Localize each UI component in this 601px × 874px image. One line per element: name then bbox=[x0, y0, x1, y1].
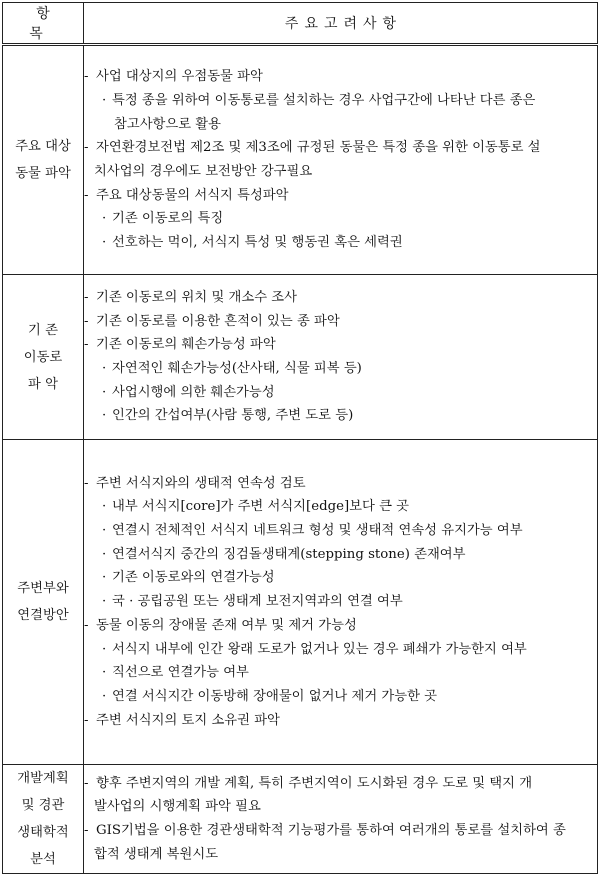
dash-bullet: - bbox=[84, 823, 89, 838]
consideration-text: 직선으로 연결가능 여부 bbox=[112, 665, 249, 681]
consideration-line bbox=[84, 819, 597, 843]
dash-bullet: - bbox=[84, 617, 89, 633]
dash-bullet: - bbox=[84, 289, 89, 305]
dot-bullet: · bbox=[102, 523, 107, 539]
consideration-line bbox=[84, 614, 597, 638]
consideration-line bbox=[84, 772, 597, 796]
consideration-text: 기존 이동로와의 연결가능성 bbox=[112, 570, 275, 586]
item-label-line: 개발계획 bbox=[17, 771, 69, 786]
header-main bbox=[84, 3, 598, 45]
consideration-cell bbox=[84, 440, 598, 765]
dash-bullet: - bbox=[84, 140, 89, 156]
consideration-text: 사업 대상지의 우점동물 파악 bbox=[96, 69, 263, 85]
dot-bullet: · bbox=[102, 361, 107, 376]
dot-bullet: · bbox=[102, 408, 107, 424]
consideration-line bbox=[84, 472, 597, 496]
consideration-text: 특정 종을 위하여 이동통로를 설치하는 경우 사업구간에 나타난 다른 종은 bbox=[112, 92, 536, 108]
dot-bullet: · bbox=[102, 235, 107, 251]
consideration-text: 선호하는 먹이, 서식지 특성 및 행동권 혹은 세력권 bbox=[112, 235, 403, 251]
consideration-text: 인간의 간섭여부(사람 통행, 주변 도로 등) bbox=[112, 408, 354, 424]
header-item bbox=[3, 3, 84, 45]
consideration-text: 사업시행에 의한 훼손가능성 bbox=[112, 384, 275, 400]
item-label-line: 연결방안 bbox=[17, 608, 69, 623]
consideration-text: 연결 서식지간 이동방해 장애물이 없거나 제거 가능한 곳 bbox=[112, 688, 438, 704]
dash-bullet: - bbox=[84, 69, 89, 85]
dot-bullet: · bbox=[102, 688, 107, 704]
consideration-line bbox=[84, 661, 597, 685]
dash-bullet: - bbox=[84, 712, 89, 728]
dot-bullet: · bbox=[102, 211, 107, 227]
consideration-line bbox=[84, 843, 597, 867]
table-row bbox=[3, 440, 598, 765]
dot-bullet: · bbox=[102, 570, 107, 586]
consideration-line bbox=[84, 709, 597, 733]
consideration-line bbox=[84, 404, 597, 428]
item-label-line: 파 악 bbox=[28, 376, 58, 392]
consideration-line bbox=[84, 136, 597, 160]
table-body bbox=[3, 45, 598, 874]
consideration-line bbox=[84, 113, 597, 137]
consideration-line bbox=[84, 590, 597, 614]
consideration-line bbox=[84, 231, 597, 255]
dash-bullet: - bbox=[84, 337, 89, 353]
consideration-text: 기존 이동로의 특징 bbox=[112, 211, 224, 227]
consideration-line bbox=[84, 519, 597, 543]
consideration-line bbox=[84, 381, 597, 405]
consideration-line bbox=[84, 65, 597, 89]
consideration-line bbox=[84, 333, 597, 357]
dash-bullet: - bbox=[84, 187, 89, 203]
dash-bullet: - bbox=[84, 313, 89, 329]
item-cell bbox=[3, 275, 84, 440]
consideration-text: 향후 주변지역의 개발 계획, 특히 주변지역이 도시화된 경우 도로 및 택지 개 bbox=[96, 775, 533, 791]
consideration-text: 치사업의 경우에도 보전방안 강구필요 bbox=[94, 164, 313, 179]
consideration-text: 발사업의 시행계획 파악 필요 bbox=[94, 799, 261, 815]
consideration-line bbox=[84, 638, 597, 662]
consideration-text: 합적 생태계 복원시도 bbox=[94, 846, 219, 862]
item-label-line: 주요 대상 bbox=[15, 139, 71, 154]
item-cell bbox=[3, 765, 84, 874]
consideration-text: 연결서식지 중간의 징검돌생태계(stepping stone) 존재여부 bbox=[112, 546, 466, 562]
item-cell bbox=[3, 440, 84, 765]
item-label-line: 동물 파악 bbox=[15, 166, 71, 181]
consideration-text: 동물 이동의 장애물 존재 여부 및 제거 가능성 bbox=[96, 617, 357, 633]
dash-bullet: - bbox=[84, 775, 89, 791]
consideration-text: 참고사항으로 활용 bbox=[114, 116, 221, 132]
dot-bullet: · bbox=[102, 384, 107, 400]
consideration-cell bbox=[84, 765, 598, 874]
item-cell bbox=[3, 45, 84, 275]
item-label-line: 기 존 bbox=[28, 322, 58, 338]
consideration-line bbox=[84, 685, 597, 709]
consideration-text: 기존 이동로의 위치 및 개소수 조사 bbox=[96, 289, 297, 305]
consideration-line bbox=[84, 160, 597, 184]
consideration-text: 기존 이동로의 훼손가능성 파악 bbox=[96, 337, 276, 353]
item-label-line: 주변부와 bbox=[17, 581, 69, 596]
dash-bullet: - bbox=[84, 475, 89, 491]
dot-bullet: · bbox=[102, 665, 107, 681]
dot-bullet: · bbox=[102, 594, 107, 610]
consideration-text: 자연적인 훼손가능성(산사태, 식물 피복 등) bbox=[112, 361, 362, 376]
consideration-line bbox=[84, 89, 597, 113]
consideration-line bbox=[84, 495, 597, 519]
consideration-line bbox=[84, 357, 597, 381]
considerations-table bbox=[2, 2, 598, 874]
consideration-text: 국 · 공립공원 또는 생태계 보전지역과의 연결 여부 bbox=[112, 594, 403, 610]
header-main-label: 주요고려사항 bbox=[284, 16, 403, 32]
table-row bbox=[3, 275, 598, 440]
item-label-line: 이동로 bbox=[23, 349, 63, 365]
consideration-cell bbox=[84, 45, 598, 275]
consideration-line bbox=[84, 795, 597, 819]
consideration-text: 기존 이동로를 이용한 흔적이 있는 종 파악 bbox=[96, 313, 340, 329]
consideration-text: 서식지 내부에 인간 왕래 도로가 없거나 있는 경우 폐쇄가 가능한지 여부 bbox=[112, 641, 527, 657]
consideration-text: 자연환경보전법 제2조 및 제3조에 규정된 동물은 특정 종을 위한 이동통로 설 bbox=[96, 140, 541, 156]
consideration-text: 주변 서식지의 토지 소유권 파악 bbox=[96, 712, 280, 728]
item-label-line: 생태학적 bbox=[17, 825, 69, 840]
dot-bullet: · bbox=[102, 546, 107, 562]
dot-bullet: · bbox=[102, 92, 107, 108]
consideration-line bbox=[84, 286, 597, 310]
item-label-line: 및 경관 bbox=[21, 798, 65, 813]
consideration-line bbox=[84, 566, 597, 590]
consideration-line bbox=[84, 310, 597, 334]
table-header-row bbox=[3, 3, 598, 45]
consideration-text: 주요 대상동물의 서식지 특성파악 bbox=[96, 187, 289, 203]
consideration-line bbox=[84, 184, 597, 208]
consideration-text: 주변 서식지와의 생태적 연속성 검토 bbox=[96, 475, 306, 491]
consideration-text: 연결시 전체적인 서식지 네트워크 형성 및 생태적 연속성 유지가능 여부 bbox=[112, 523, 523, 539]
consideration-line bbox=[84, 543, 597, 567]
dot-bullet: · bbox=[102, 641, 107, 657]
table-row bbox=[3, 765, 598, 874]
consideration-line bbox=[84, 207, 597, 231]
header-item-label: 항 목 bbox=[29, 6, 64, 42]
consideration-cell bbox=[84, 275, 598, 440]
consideration-text: GIS기법을 이용한 경관생태학적 기능평가를 통하여 여러개의 통로를 설치하여 종 bbox=[96, 823, 566, 838]
dot-bullet: · bbox=[102, 499, 107, 515]
consideration-text: 내부 서식지[core]가 주변 서식지[edge]보다 큰 곳 bbox=[112, 499, 409, 515]
table-row bbox=[3, 45, 598, 275]
item-label-line: 분석 bbox=[30, 852, 56, 867]
